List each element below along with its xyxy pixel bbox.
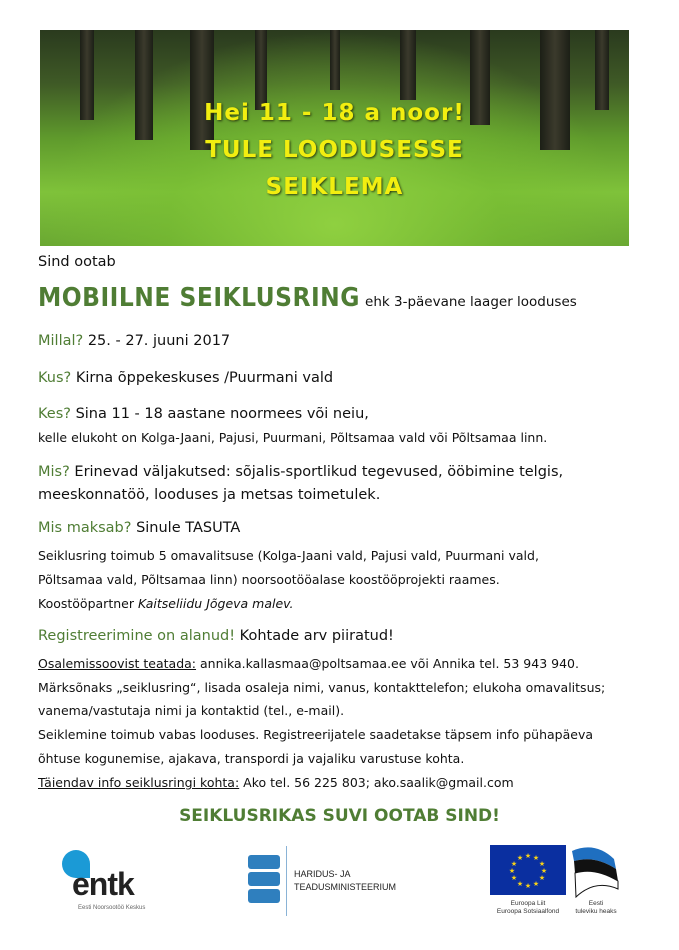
- kes-text: Sina 11 - 18 aastane noormees või neiu,: [75, 406, 369, 422]
- mis-line-2: meeskonnatöö, looduses ja metsas toimetulek.: [38, 487, 381, 503]
- svg-text:★: ★: [516, 854, 524, 862]
- svg-text:★: ★: [524, 882, 532, 890]
- svg-text:★: ★: [538, 860, 546, 868]
- intro-text: Sind ootab: [38, 254, 116, 270]
- millal-label: Millal?: [38, 333, 84, 349]
- estonia-caption: [566, 900, 626, 916]
- section-registration: [38, 628, 394, 644]
- estonia-line-2: tuleviku heaks: [575, 908, 617, 915]
- kus-label: Kus?: [38, 370, 72, 386]
- registration-text: Kohtade arv piiratud!: [239, 628, 394, 644]
- mis-label: Mis?: [38, 464, 70, 480]
- title-sub: ehk 3-päevane laager looduses: [365, 294, 577, 310]
- section-millal: [38, 333, 230, 349]
- section-kes: [38, 406, 369, 422]
- notify-label: Osalemissoovist teatada:: [38, 656, 197, 671]
- svg-text:★: ★: [532, 854, 540, 862]
- svg-text:★: ★: [524, 852, 532, 860]
- partner-label: Koostööpartner: [38, 596, 134, 611]
- section-kus: [38, 370, 333, 386]
- section-maksab: [38, 520, 240, 536]
- hero-forest-image: [40, 30, 629, 246]
- maksab-line-1: Seiklusring toimub 5 omavalitsuse (Kolga-Jaani vald, Pajusi vald, Puurmani vald,: [38, 548, 539, 563]
- info-label: Täiendav info seiklusringi kohta:: [38, 775, 240, 790]
- maksab-line-2: Põltsamaa vald, Põltsamaa linn) noorsootööalase koostööprojekti raames.: [38, 572, 500, 587]
- title-main: MOBIILNE SEIKLUSRING: [38, 283, 360, 313]
- entk-caption: Eesti Noorsootöö Keskus: [78, 905, 146, 911]
- ministry-line-1: HARIDUS- JA: [294, 869, 351, 879]
- kes-label: Kes?: [38, 406, 71, 422]
- eu-line-2: Euroopa Sotsiaalfond: [496, 908, 560, 915]
- notify-text: annika.kallasmaa@poltsamaa.ee või Annika tel. 53 943 940.: [200, 656, 579, 671]
- maksab-label: Mis maksab?: [38, 520, 132, 536]
- svg-text:★: ★: [538, 874, 546, 882]
- hero-line-1: Hei 11 - 18 a noor!: [204, 100, 465, 126]
- registration-line-5: õhtuse kogunemise, ajakava, transpordi ja vajaliku varustuse kohta.: [38, 751, 465, 766]
- ministry-line-2: TEADUSMINISTEERIUM: [294, 882, 397, 892]
- registration-line-3: vanema/vastutaja nimi ja kontaktid (tel., e-mail).: [38, 703, 345, 718]
- svg-text:★: ★: [510, 860, 518, 868]
- estonia-line-1: Eesti: [588, 900, 604, 907]
- svg-text:★: ★: [532, 880, 540, 888]
- partner-name: Kaitseliidu Jõgeva malev.: [137, 596, 294, 611]
- estonia-flag-icon: [570, 845, 620, 900]
- maksab-partner: [38, 596, 294, 611]
- entk-wordmark: entk: [72, 866, 134, 902]
- kes-detail: kelle elukoht on Kolga-Jaani, Pajusi, Puurmani, Põltsamaa vald või Põltsamaa linn.: [38, 430, 548, 445]
- svg-text:★: ★: [516, 880, 524, 888]
- entk-logo: [58, 850, 168, 915]
- kus-text: Kirna õppekeskuses /Puurmani vald: [75, 370, 334, 386]
- maksab-text: Sinule TASUTA: [136, 520, 241, 536]
- registration-notify: [38, 656, 579, 671]
- section-mis: [38, 464, 563, 480]
- hero-line-2: TULE LOODUSESSE: [205, 137, 464, 163]
- registration-line-2: Märksõnaks „seiklusring“, lisada osaleja nimi, vanus, kontakttelefon; elukoha omavalitsus;: [38, 680, 606, 695]
- svg-text:★: ★: [510, 874, 518, 882]
- eu-flag-icon: [490, 845, 566, 895]
- eu-caption: [484, 900, 572, 916]
- coat-of-arms-icon: [248, 855, 280, 905]
- ministry-logo: [294, 868, 396, 894]
- slogan: SEIKLUSRIKAS SUVI OOTAB SIND!: [179, 806, 500, 826]
- registration-info: [38, 775, 514, 790]
- mis-text: Erinevad väljakutsed: sõjalis-sportlikud tegevused, ööbimine telgis,: [74, 464, 564, 480]
- eu-line-1: Euroopa Liit: [510, 900, 546, 907]
- svg-text:★: ★: [540, 867, 548, 875]
- svg-text:★: ★: [508, 867, 516, 875]
- page-title: [38, 283, 577, 313]
- ministry-divider: [286, 846, 287, 916]
- hero-line-3: SEIKLEMA: [265, 174, 404, 200]
- info-text: Ako tel. 56 225 803; ako.saalik@gmail.com: [243, 775, 514, 790]
- registration-label: Registreerimine on alanud!: [38, 628, 236, 644]
- registration-line-4: Seiklemine toimub vabas looduses. Registreerijatele saadetakse täpsem info pühapäeva: [38, 727, 594, 742]
- millal-text: 25. - 27. juuni 2017: [87, 333, 231, 349]
